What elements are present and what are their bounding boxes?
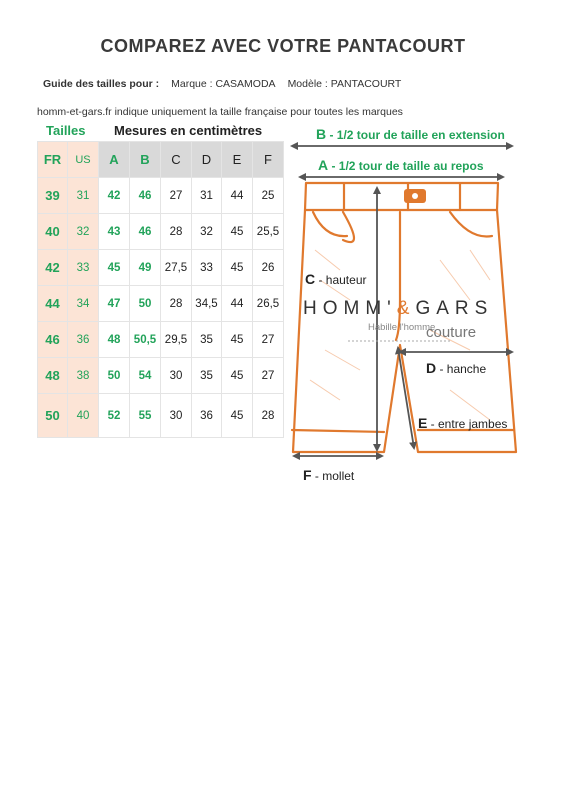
cell-us: 38 <box>68 358 99 394</box>
cell-us: 36 <box>68 322 99 358</box>
cell-b: 50,5 <box>130 322 161 358</box>
page-title: COMPAREZ AVEC VOTRE PANTACOURT <box>100 36 466 56</box>
label-c <box>305 271 367 287</box>
header-e: E <box>222 142 253 178</box>
cell-c: 28 <box>161 286 192 322</box>
cell-f: 26,5 <box>253 286 284 322</box>
tailles-heading: Tailles <box>46 123 86 138</box>
header-c: C <box>161 142 192 178</box>
cell-f: 25 <box>253 178 284 214</box>
cell-d: 35 <box>192 322 222 358</box>
brand-right: GARS <box>415 298 494 319</box>
cell-e: 44 <box>222 178 253 214</box>
cell-b: 46 <box>130 214 161 250</box>
cell-b: 50 <box>130 286 161 322</box>
guide-marque: Marque : CASAMODA <box>171 78 276 90</box>
label-c-text: - hauteur <box>315 273 367 287</box>
label-b <box>316 126 505 142</box>
cell-a: 50 <box>99 358 130 394</box>
table-row <box>38 178 284 214</box>
cell-d: 32 <box>192 214 222 250</box>
cell-c: 29,5 <box>161 322 192 358</box>
label-b-letter: B <box>316 126 327 142</box>
cell-fr: 46 <box>38 322 68 358</box>
guide-line <box>43 78 401 90</box>
table-row <box>38 394 284 438</box>
label-d-letter: D <box>426 360 437 376</box>
cell-f: 28 <box>253 394 284 438</box>
header-us: US <box>68 142 99 178</box>
cell-fr: 48 <box>38 358 68 394</box>
table-row <box>38 250 284 286</box>
header-a: A <box>99 142 130 178</box>
label-f <box>303 467 354 483</box>
label-e-text: - entre jambes <box>427 417 508 431</box>
cell-fr: 39 <box>38 178 68 214</box>
cell-e: 45 <box>222 250 253 286</box>
cell-us: 34 <box>68 286 99 322</box>
cell-f: 25,5 <box>253 214 284 250</box>
size-note: homm-et-gars.fr indique uniquement la taille française pour toutes les marques <box>37 106 403 118</box>
table-header-row <box>38 142 284 178</box>
cell-e: 45 <box>222 214 253 250</box>
cell-a: 45 <box>99 250 130 286</box>
cell-f: 27 <box>253 322 284 358</box>
cell-b: 46 <box>130 178 161 214</box>
cell-us: 40 <box>68 394 99 438</box>
label-e <box>418 415 507 431</box>
cell-us: 32 <box>68 214 99 250</box>
cell-fr: 42 <box>38 250 68 286</box>
cell-b: 55 <box>130 394 161 438</box>
label-b-text: - 1/2 tour de taille en extension <box>326 128 505 142</box>
cell-c: 27,5 <box>161 250 192 286</box>
brand-amp: & <box>396 298 416 319</box>
cell-d: 33 <box>192 250 222 286</box>
cell-us: 33 <box>68 250 99 286</box>
cell-fr: 44 <box>38 286 68 322</box>
table-row <box>38 214 284 250</box>
cell-a: 47 <box>99 286 130 322</box>
cell-c: 30 <box>161 358 192 394</box>
guide-modele: Modèle : PANTACOURT <box>287 78 402 90</box>
mesures-heading: Mesures en centimètres <box>114 123 263 138</box>
table-row <box>38 358 284 394</box>
cell-c: 28 <box>161 214 192 250</box>
cell-c: 27 <box>161 178 192 214</box>
cell-a: 52 <box>99 394 130 438</box>
cell-d: 34,5 <box>192 286 222 322</box>
header-f: F <box>253 142 284 178</box>
label-a-letter: A <box>318 157 329 173</box>
label-c-letter: C <box>305 271 316 287</box>
cell-fr: 40 <box>38 214 68 250</box>
brand-couture: couture <box>426 324 477 341</box>
label-a-text: - 1/2 tour de taille au repos <box>328 159 484 173</box>
label-d-text: - hanche <box>436 362 487 376</box>
cell-e: 44 <box>222 286 253 322</box>
brand-tagline: Habille l'homme <box>368 322 436 333</box>
cell-e: 45 <box>222 322 253 358</box>
brand-logo <box>303 298 493 320</box>
label-f-text: - mollet <box>311 469 355 483</box>
header-b: B <box>130 142 161 178</box>
arrow-e <box>398 348 414 448</box>
label-d <box>426 360 486 376</box>
label-a <box>318 157 484 173</box>
cell-a: 43 <box>99 214 130 250</box>
cell-d: 36 <box>192 394 222 438</box>
header-d: D <box>192 142 222 178</box>
label-e-letter: E <box>418 415 428 431</box>
header-fr: FR <box>38 142 68 178</box>
cell-e: 45 <box>222 358 253 394</box>
cell-b: 54 <box>130 358 161 394</box>
cell-fr: 50 <box>38 394 68 438</box>
cell-d: 31 <box>192 178 222 214</box>
cell-f: 26 <box>253 250 284 286</box>
table-row <box>38 286 284 322</box>
cell-us: 31 <box>68 178 99 214</box>
table-row <box>38 322 284 358</box>
cell-f: 27 <box>253 358 284 394</box>
guide-label: Guide des tailles pour : <box>43 78 160 90</box>
cell-b: 49 <box>130 250 161 286</box>
brand-left: HOMM' <box>303 298 397 319</box>
cell-a: 42 <box>99 178 130 214</box>
cell-a: 48 <box>99 322 130 358</box>
size-table <box>37 141 284 438</box>
cell-d: 35 <box>192 358 222 394</box>
cell-e: 45 <box>222 394 253 438</box>
cell-c: 30 <box>161 394 192 438</box>
label-f-letter: F <box>303 467 312 483</box>
